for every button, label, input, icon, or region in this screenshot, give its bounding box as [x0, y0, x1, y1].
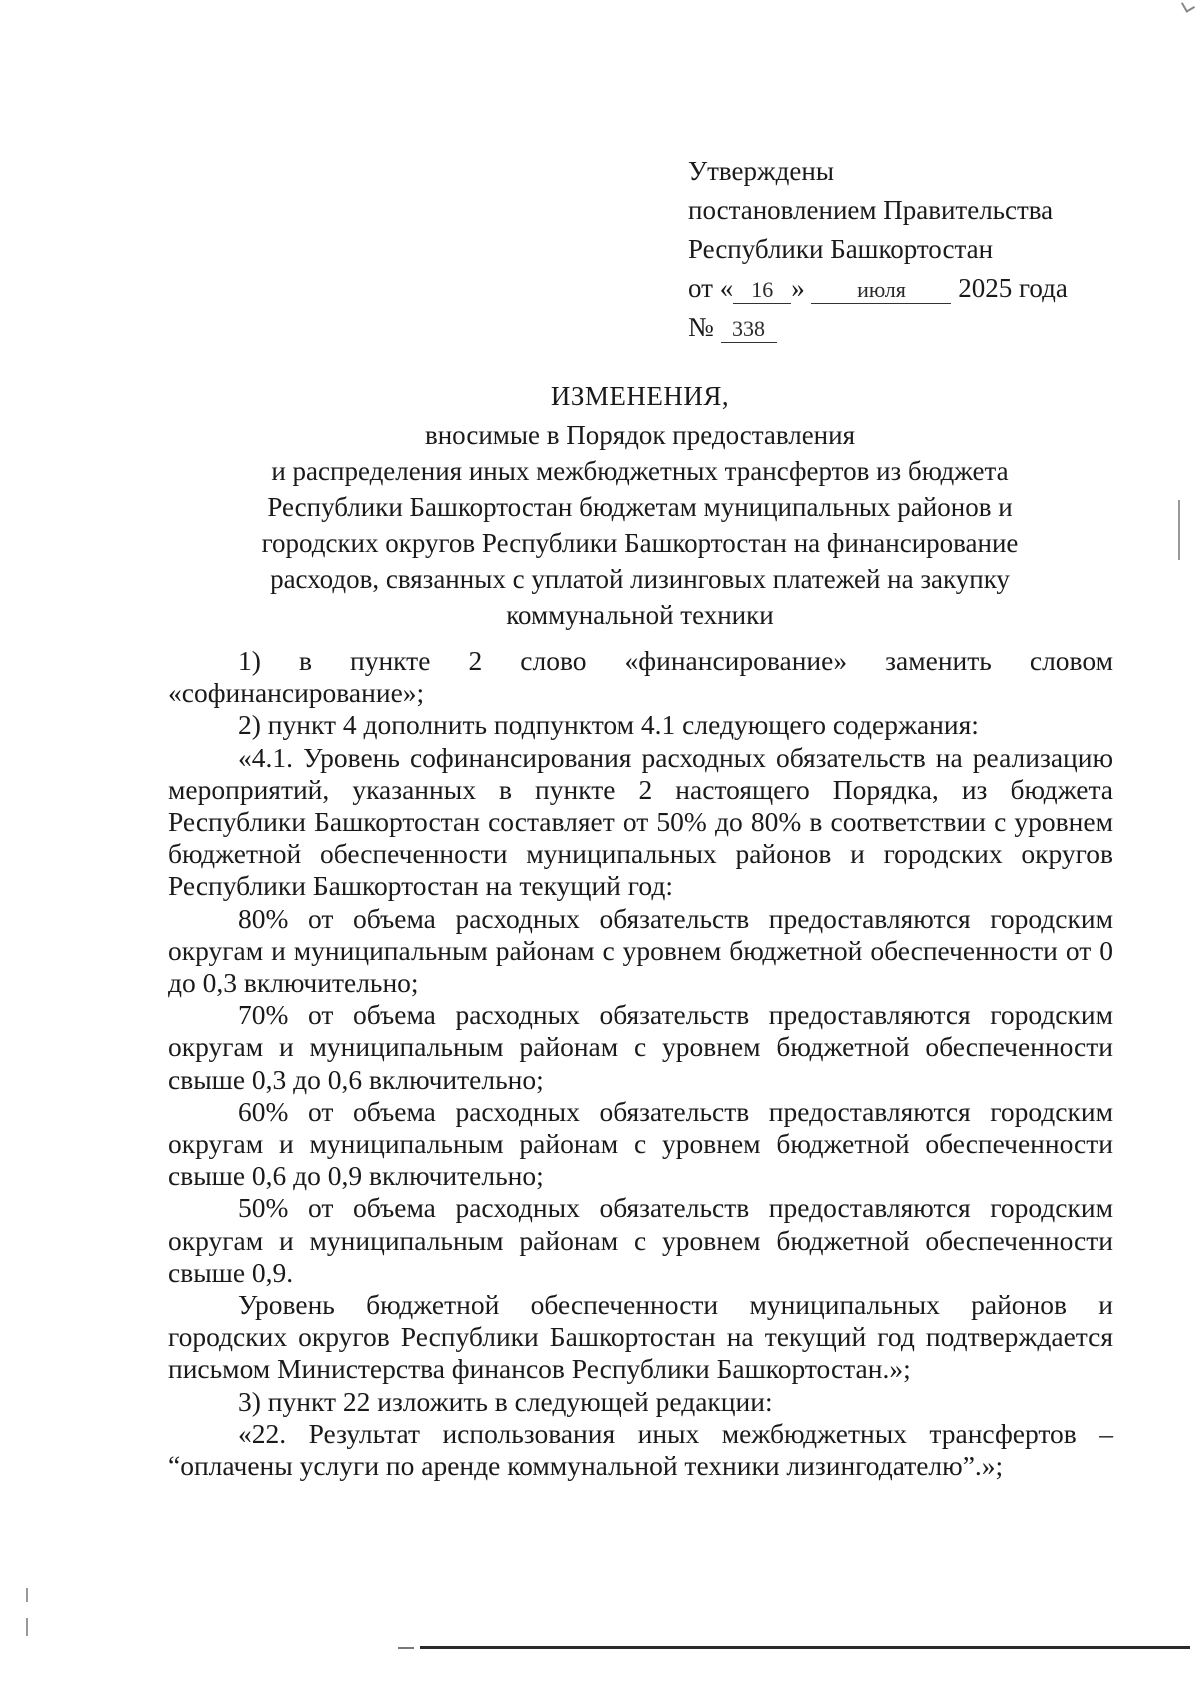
title-line: и распределения иных межбюджетных трансфертов из бюджета: [271, 456, 1009, 486]
document-body: [168, 645, 1113, 1482]
approval-line-decree: постановлением Правительства: [688, 195, 1054, 225]
title-line: вносимые в Порядок предоставления: [424, 420, 856, 450]
number-prefix: №: [688, 312, 714, 342]
paragraph-item-22: «22. Результат использования иных межбюджетных трансфертов – “оплачены услуги по аренде коммунальной техники лизингодателю”.»;: [168, 1417, 1113, 1482]
paragraph-rate-60: 60% от объема расходных обязательств предоставляются городским округам и муниципальным районам с уровнем бюджетной обеспеченности свыше 0,6 до 0,9 включительно;: [168, 1095, 1113, 1192]
scan-margin-mark: [26, 1618, 28, 1636]
approval-number-line: [688, 308, 1118, 347]
paragraph-rate-80: 80% от объема расходных обязательств предоставляются городским округам и муниципальным районам с уровнем бюджетной обеспеченности от 0 до 0,3 включительно;: [168, 902, 1113, 999]
paragraph-item-1: 1) в пункте 2 слово «финансирование» заменить словом «софинансирование»;: [168, 645, 1113, 709]
approval-date-line: [688, 269, 1118, 308]
document-title: [180, 378, 1100, 633]
decree-number: 338: [721, 316, 777, 343]
scan-margin-mark: [1178, 500, 1180, 560]
title-heading: ИЗМЕНЕНИЯ,: [550, 381, 730, 411]
paragraph-rate-70: 70% от объема расходных обязательств предоставляются городским округам и муниципальным районам с уровнем бюджетной обеспеченности свыше 0,3 до 0,6 включительно;: [168, 999, 1113, 1095]
title-line: городских округов Республики Башкортостан на финансирование: [261, 528, 1019, 558]
approval-line-approved: Утверждены: [688, 156, 834, 186]
title-line: Республики Башкортостан бюджетам муниципальных районов и: [267, 492, 1013, 522]
approval-block: [688, 152, 1118, 347]
paragraph-item-3: 3) пункт 22 изложить в следующей редакции:: [238, 1385, 773, 1417]
paragraph-rate-50: 50% от объема расходных обязательств предоставляются городским округам и муниципальным районам с уровнем бюджетной обеспеченности свыше 0,9.: [168, 1192, 1113, 1288]
title-line: расходов, связанных с уплатой лизинговых платежей на закупку: [270, 564, 1010, 594]
approval-line-republic: Республики Башкортостан: [688, 234, 994, 264]
scan-margin-mark: [26, 1588, 28, 1602]
paragraph-confirmation: Уровень бюджетной обеспеченности муниципальных районов и городских округов Республики Башкортостан на текущий год подтверждается письмом Министерства финансов Республики Башкортостан.»;: [168, 1289, 1113, 1385]
scan-bottom-edge: [420, 1646, 1190, 1649]
paragraph-item-2: 2) пункт 4 дополнить подпунктом 4.1 следующего содержания:: [238, 709, 979, 741]
date-mid: »: [791, 273, 805, 303]
date-day: 16: [733, 277, 791, 304]
scan-corner-mark: [1181, 0, 1195, 13]
scan-edge-dash: [398, 1647, 414, 1649]
paragraph-subitem-4-1: «4.1. Уровень софинансирования расходных обязательств на реализацию мероприятий, указанных в пункте 2 настоящего Порядка, из бюджета Республики Башкортостан составляет от 50% до 80% в соответствии с уровнем бюджетной обеспеченности муниципальных районов и городских округов Республики Башкортостан на текущий год:: [168, 741, 1113, 902]
date-month: июля: [811, 277, 951, 304]
date-prefix: от «: [688, 273, 734, 303]
title-line: коммунальной техники: [506, 600, 774, 630]
date-year: 2025 года: [958, 273, 1068, 303]
